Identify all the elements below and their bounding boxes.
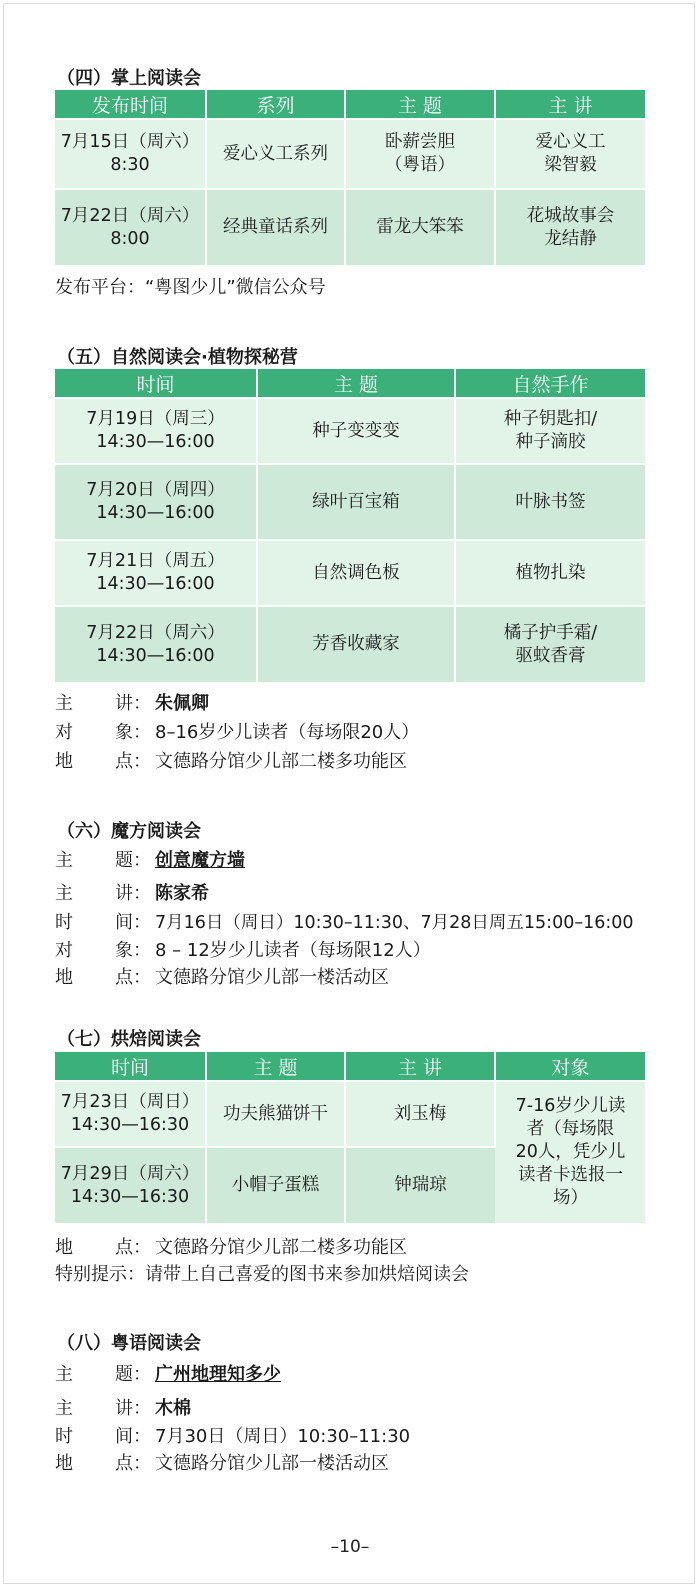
info-line bbox=[55, 749, 407, 775]
cell-line: 14:30—16:30 bbox=[70, 1115, 190, 1135]
info-value: 8 – 12岁少儿读者（每场限12人） bbox=[155, 940, 431, 961]
cell-craft: 植物扎染 bbox=[455, 540, 645, 606]
cell-topic: 雷龙大笨笨 bbox=[345, 189, 495, 265]
info-label: 地 bbox=[55, 751, 73, 772]
cell-time bbox=[55, 1147, 206, 1223]
section-4-title: （四）掌上阅读会 bbox=[57, 68, 201, 89]
info-value: 7月16日（周日）10:30–11:30、7月28日周五15:00–16:00 bbox=[155, 913, 634, 933]
info-label: 主 bbox=[55, 1398, 73, 1419]
info-value: 文德路分馆少儿部一楼活动区 bbox=[155, 967, 389, 988]
section-5-title: （五）自然阅读会·植物探秘营 bbox=[57, 347, 298, 368]
cell-line: 种子钥匙扣/ bbox=[503, 409, 598, 429]
cell-line: 14:30—16:00 bbox=[96, 503, 215, 523]
info-value: 文德路分馆少儿部一楼活动区 bbox=[155, 1453, 389, 1474]
info-line bbox=[55, 1396, 191, 1422]
cell-line: 种子滴胶 bbox=[515, 432, 586, 452]
col-header: 主 讲 bbox=[495, 90, 645, 119]
cell-line: 7月23日（周日） bbox=[60, 1092, 200, 1112]
info-value: 文德路分馆少儿部二楼多功能区 bbox=[155, 751, 407, 772]
info-value: 文德路分馆少儿部二楼多功能区 bbox=[155, 1237, 407, 1258]
cell-topic: 小帽子蛋糕 bbox=[206, 1147, 345, 1223]
cell-topic: 绿叶百宝箱 bbox=[257, 464, 455, 540]
info-label: 主 bbox=[55, 883, 73, 904]
cell-line: 8:00 bbox=[110, 228, 150, 249]
cell-line: 7月29日（周六） bbox=[60, 1163, 200, 1184]
cell-line: 卧薪尝胆 bbox=[385, 132, 455, 152]
info-label: 讲： bbox=[115, 1398, 151, 1419]
col-header: 对象 bbox=[495, 1052, 645, 1081]
page-number: –10– bbox=[330, 1537, 370, 1557]
cell-line: 7月22日（周六） bbox=[60, 205, 200, 226]
cell-time bbox=[55, 1081, 206, 1147]
table-header-row bbox=[55, 369, 645, 398]
info-label: 题： bbox=[115, 850, 151, 871]
info-line bbox=[55, 848, 245, 874]
cell-line: 爱心义工 bbox=[535, 132, 606, 152]
cell-line: 梁智毅 bbox=[544, 155, 597, 175]
cell-series: 爱心义工系列 bbox=[206, 119, 345, 189]
col-header: 自然手作 bbox=[455, 369, 645, 398]
cell-time bbox=[55, 540, 257, 606]
table-header-row bbox=[55, 90, 645, 119]
cell-topic: 自然调色板 bbox=[257, 540, 455, 606]
table-row bbox=[55, 606, 645, 682]
info-label: 间： bbox=[115, 912, 151, 933]
info-line bbox=[55, 965, 389, 991]
cell-line: 橘子护手霜/ bbox=[503, 622, 598, 643]
cell-line: 7月19日（周三） bbox=[86, 409, 225, 429]
table-row bbox=[55, 540, 645, 606]
info-line bbox=[55, 938, 431, 964]
info-label: 点： bbox=[115, 751, 151, 772]
table-row bbox=[55, 119, 645, 189]
section-5-table bbox=[55, 369, 645, 682]
cell-time bbox=[55, 606, 257, 682]
info-label: 主 bbox=[55, 1364, 73, 1385]
col-header: 主 题 bbox=[257, 369, 455, 398]
info-line bbox=[55, 691, 209, 717]
table-header-row bbox=[55, 1052, 645, 1081]
cell-line: 者（每场限 bbox=[526, 1119, 615, 1139]
info-value: 8–16岁少儿读者（每场限20人） bbox=[155, 722, 420, 743]
section-4-table bbox=[55, 90, 645, 265]
col-header: 时间 bbox=[55, 1052, 206, 1081]
cell-line: 花城故事会 bbox=[526, 205, 615, 226]
info-label: 时 bbox=[55, 912, 73, 933]
info-label: 象： bbox=[115, 722, 151, 743]
info-label: 讲： bbox=[115, 693, 151, 714]
cell-line: 7月20日（周四） bbox=[86, 480, 225, 500]
col-header: 主 题 bbox=[206, 1052, 345, 1081]
section-8-title: （八）粤语阅读会 bbox=[57, 1333, 201, 1354]
info-line bbox=[55, 720, 419, 746]
table-row bbox=[55, 464, 645, 540]
info-value: 朱佩卿 bbox=[155, 693, 209, 714]
info-label: 对 bbox=[55, 940, 73, 961]
info-value: 7月30日（周日）10:30–11:30 bbox=[155, 1426, 411, 1447]
cell-line: 20人，凭少儿 bbox=[515, 1142, 626, 1162]
cell-topic: 种子变变变 bbox=[257, 398, 455, 464]
info-line bbox=[55, 1424, 410, 1450]
cell-line: 龙结静 bbox=[544, 228, 597, 249]
info-label: 象： bbox=[115, 940, 151, 961]
info-label: 地 bbox=[55, 967, 73, 988]
cell-time bbox=[55, 119, 206, 189]
platform-note: 发布平台：“粤图少儿”微信公众号 bbox=[55, 277, 326, 298]
table-row bbox=[55, 1081, 645, 1147]
cell-line: 场） bbox=[553, 1188, 588, 1208]
special-tip: 特别提示：请带上自己喜爱的图书来参加烘焙阅读会 bbox=[55, 1264, 469, 1285]
info-line bbox=[55, 881, 209, 907]
cell-speaker bbox=[495, 119, 645, 189]
cell-line: 14:30—16:00 bbox=[96, 574, 215, 594]
info-value: 广州地理知多少 bbox=[155, 1364, 281, 1385]
cell-line: 14:30—16:00 bbox=[96, 432, 215, 452]
info-label: 主 bbox=[55, 693, 73, 714]
col-header: 主 题 bbox=[345, 90, 495, 119]
cell-line: 7月15日（周六） bbox=[60, 132, 200, 152]
cell-craft bbox=[455, 398, 645, 464]
cell-time bbox=[55, 189, 206, 265]
col-header: 主 讲 bbox=[345, 1052, 495, 1081]
cell-line: 7月22日（周六） bbox=[86, 622, 225, 643]
cell-topic: 功夫熊猫饼干 bbox=[206, 1081, 345, 1147]
info-label: 点： bbox=[115, 967, 151, 988]
cell-line: 驱蚊香膏 bbox=[515, 645, 586, 666]
info-line bbox=[55, 1451, 389, 1477]
cell-time bbox=[55, 464, 257, 540]
table-row bbox=[55, 398, 645, 464]
cell-line: （粤语） bbox=[385, 155, 455, 175]
info-label: 题： bbox=[115, 1364, 151, 1385]
col-header: 时间 bbox=[55, 369, 257, 398]
info-label: 点： bbox=[115, 1453, 151, 1474]
info-label: 讲： bbox=[115, 883, 151, 904]
section-7-table bbox=[55, 1052, 645, 1223]
cell-line: 7-16岁少儿读 bbox=[515, 1096, 626, 1116]
cell-line: 14:30—16:30 bbox=[70, 1186, 190, 1207]
cell-craft: 叶脉书签 bbox=[455, 464, 645, 540]
section-7-title: （七）烘焙阅读会 bbox=[57, 1029, 201, 1050]
info-line bbox=[55, 910, 634, 936]
info-label: 点： bbox=[115, 1237, 151, 1258]
info-label: 时 bbox=[55, 1426, 73, 1447]
info-line bbox=[55, 1362, 281, 1388]
info-label: 间： bbox=[115, 1426, 151, 1447]
cell-topic bbox=[345, 119, 495, 189]
cell-speaker: 钟瑞琼 bbox=[345, 1147, 495, 1223]
table-row bbox=[55, 189, 645, 265]
section-6-title: （六）魔方阅读会 bbox=[57, 821, 201, 842]
cell-speaker: 刘玉梅 bbox=[345, 1081, 495, 1147]
cell-line: 7月21日（周五） bbox=[86, 551, 225, 571]
info-value: 陈家希 bbox=[155, 883, 209, 904]
cell-line: 14:30—16:00 bbox=[96, 645, 215, 666]
cell-topic: 芳香收藏家 bbox=[257, 606, 455, 682]
cell-line: 8:30 bbox=[110, 155, 150, 175]
cell-craft bbox=[455, 606, 645, 682]
info-label: 主 bbox=[55, 850, 73, 871]
cell-audience bbox=[495, 1081, 645, 1223]
cell-series: 经典童话系列 bbox=[206, 189, 345, 265]
info-line bbox=[55, 1235, 407, 1261]
info-label: 地 bbox=[55, 1453, 73, 1474]
cell-time bbox=[55, 398, 257, 464]
info-value: 木棉 bbox=[155, 1398, 191, 1419]
col-header: 发布时间 bbox=[55, 90, 206, 119]
cell-speaker bbox=[495, 189, 645, 265]
info-label: 对 bbox=[55, 722, 73, 743]
col-header: 系列 bbox=[206, 90, 345, 119]
cell-line: 读者卡选报一 bbox=[518, 1165, 623, 1185]
info-label: 地 bbox=[55, 1237, 73, 1258]
info-value: 创意魔方墙 bbox=[155, 850, 245, 871]
